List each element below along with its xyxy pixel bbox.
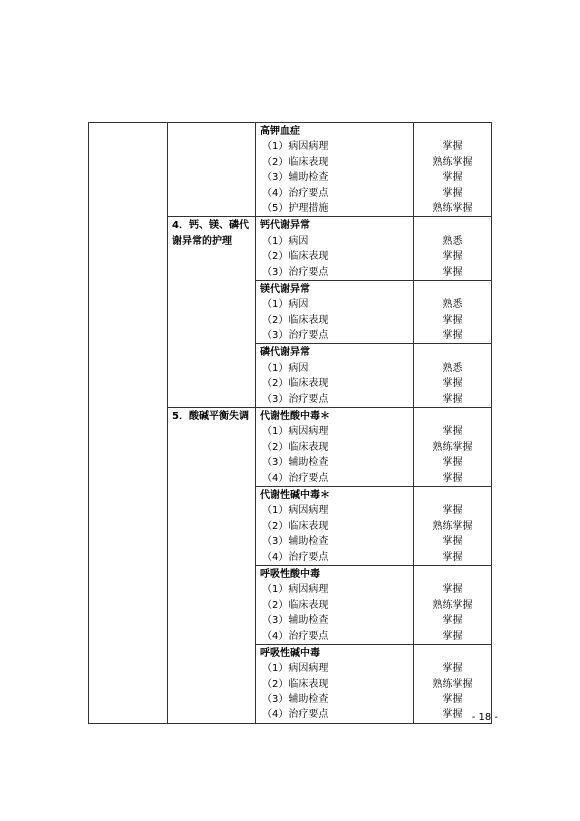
requirement-level: 掌握: [442, 615, 463, 627]
list-item: （4）治疗要点: [262, 630, 329, 642]
list-item: （1）病因: [262, 362, 309, 374]
list-item: （1）病因病理: [262, 426, 329, 438]
requirement-level: 掌握: [442, 314, 463, 326]
section-title: 代谢性碱中毒＊: [260, 489, 330, 501]
requirement-level: 熟悉: [442, 235, 463, 247]
list-item: （3）治疗要点: [262, 266, 329, 278]
list-item: （1）病因病理: [262, 141, 329, 153]
list-item: （4）治疗要点: [262, 187, 329, 199]
page-number: - 18 -: [471, 712, 498, 723]
list-item: （2）临床表现: [262, 251, 329, 263]
requirement-cell: [414, 344, 492, 408]
requirement-level: 掌握: [442, 141, 463, 153]
list-item: （1）病因: [262, 235, 309, 247]
requirement-level: 掌握: [442, 663, 463, 675]
list-item: （4）治疗要点: [262, 472, 329, 484]
requirement-spacer: [414, 124, 491, 139]
requirement-level: 掌握: [442, 393, 463, 405]
table-row: [89, 123, 492, 217]
requirement-level: 熟练掌握: [432, 520, 473, 532]
topic-cell: [168, 123, 256, 217]
content-cell: [256, 565, 414, 644]
list-item: （2）临床表现: [262, 520, 329, 532]
list-item: （3）辅助检查: [262, 615, 329, 627]
list-item: （1）病因病理: [262, 663, 329, 675]
requirement-level: 熟练掌握: [432, 156, 473, 168]
requirement-spacer: [414, 567, 491, 582]
content-cell: [256, 408, 414, 487]
list-item: （2）临床表现: [262, 378, 329, 390]
list-item: （3）治疗要点: [262, 330, 329, 342]
section-title: 高钾血症: [260, 126, 300, 137]
requirement-spacer: [414, 218, 491, 233]
requirement-level: 掌握: [442, 472, 463, 484]
chapter-cell: [89, 123, 168, 724]
requirement-level: 掌握: [442, 378, 463, 390]
section-title: 钙代谢异常: [260, 220, 310, 232]
section-title: 呼吸性碱中毒: [260, 647, 320, 659]
section-title: 镁代谢异常: [260, 283, 310, 295]
list-item: （3）辅助检查: [262, 457, 329, 469]
requirement-cell: [414, 217, 492, 281]
requirement-cell: [414, 123, 492, 217]
requirement-cell: [414, 408, 492, 487]
requirement-level: 掌握: [442, 536, 463, 548]
requirement-level: 掌握: [442, 505, 463, 517]
list-item: （5）护理措施: [262, 202, 329, 214]
requirement-level: 掌握: [442, 551, 463, 563]
topic-label: 4．钙、镁、磷代谢异常的护理: [172, 220, 249, 247]
requirement-level: 掌握: [442, 457, 463, 469]
requirement-level: 掌握: [442, 251, 463, 263]
requirement-spacer: [414, 345, 491, 360]
list-item: （1）病因: [262, 299, 309, 311]
syllabus-table: [88, 122, 492, 724]
requirement-spacer: [414, 409, 491, 424]
topic-cell: [168, 408, 256, 724]
requirement-cell: [414, 565, 492, 644]
requirement-level: 掌握: [442, 694, 463, 706]
list-item: （2）临床表现: [262, 678, 329, 690]
list-item: （2）临床表现: [262, 156, 329, 168]
list-item: （3）辅助检查: [262, 172, 329, 184]
list-item: （4）治疗要点: [262, 709, 329, 721]
requirement-level: 掌握: [442, 709, 463, 721]
requirement-level: 掌握: [442, 426, 463, 438]
requirement-cell: [414, 486, 492, 565]
list-item: （3）辅助检查: [262, 694, 329, 706]
content-cell: [256, 486, 414, 565]
content-cell: [256, 123, 414, 217]
requirement-level: 熟练掌握: [432, 599, 473, 611]
requirement-spacer: [414, 646, 491, 661]
content-cell: [256, 280, 414, 344]
requirement-spacer: [414, 488, 491, 503]
list-item: （2）临床表现: [262, 599, 329, 611]
requirement-level: 掌握: [442, 630, 463, 642]
list-item: （3）辅助检查: [262, 536, 329, 548]
content-cell: [256, 344, 414, 408]
section-title: 磷代谢异常: [260, 347, 310, 359]
topic-label: 5．酸碱平衡失调: [172, 411, 249, 423]
requirement-level: 掌握: [442, 172, 463, 184]
list-item: （4）治疗要点: [262, 551, 329, 563]
section-title: 呼吸性酸中毒: [260, 568, 320, 580]
requirement-level: 熟悉: [442, 299, 463, 311]
requirement-level: 熟练掌握: [432, 202, 473, 214]
list-item: （2）临床表现: [262, 441, 329, 453]
syllabus-table-body: [89, 123, 492, 724]
list-item: （1）病因病理: [262, 584, 329, 596]
requirement-level: 熟悉: [442, 362, 463, 374]
topic-cell: [168, 217, 256, 408]
requirement-level: 掌握: [442, 584, 463, 596]
requirement-level: 熟练掌握: [432, 678, 473, 690]
requirement-level: 掌握: [442, 187, 463, 199]
list-item: （1）病因病理: [262, 505, 329, 517]
content-cell: [256, 644, 414, 723]
list-item: （3）治疗要点: [262, 393, 329, 405]
requirement-level: 熟练掌握: [432, 441, 473, 453]
requirement-spacer: [414, 282, 491, 297]
list-item: （2）临床表现: [262, 314, 329, 326]
requirement-cell: [414, 280, 492, 344]
requirement-level: 掌握: [442, 330, 463, 342]
content-cell: [256, 217, 414, 281]
requirement-level: 掌握: [442, 266, 463, 278]
section-title: 代谢性酸中毒＊: [260, 411, 330, 423]
